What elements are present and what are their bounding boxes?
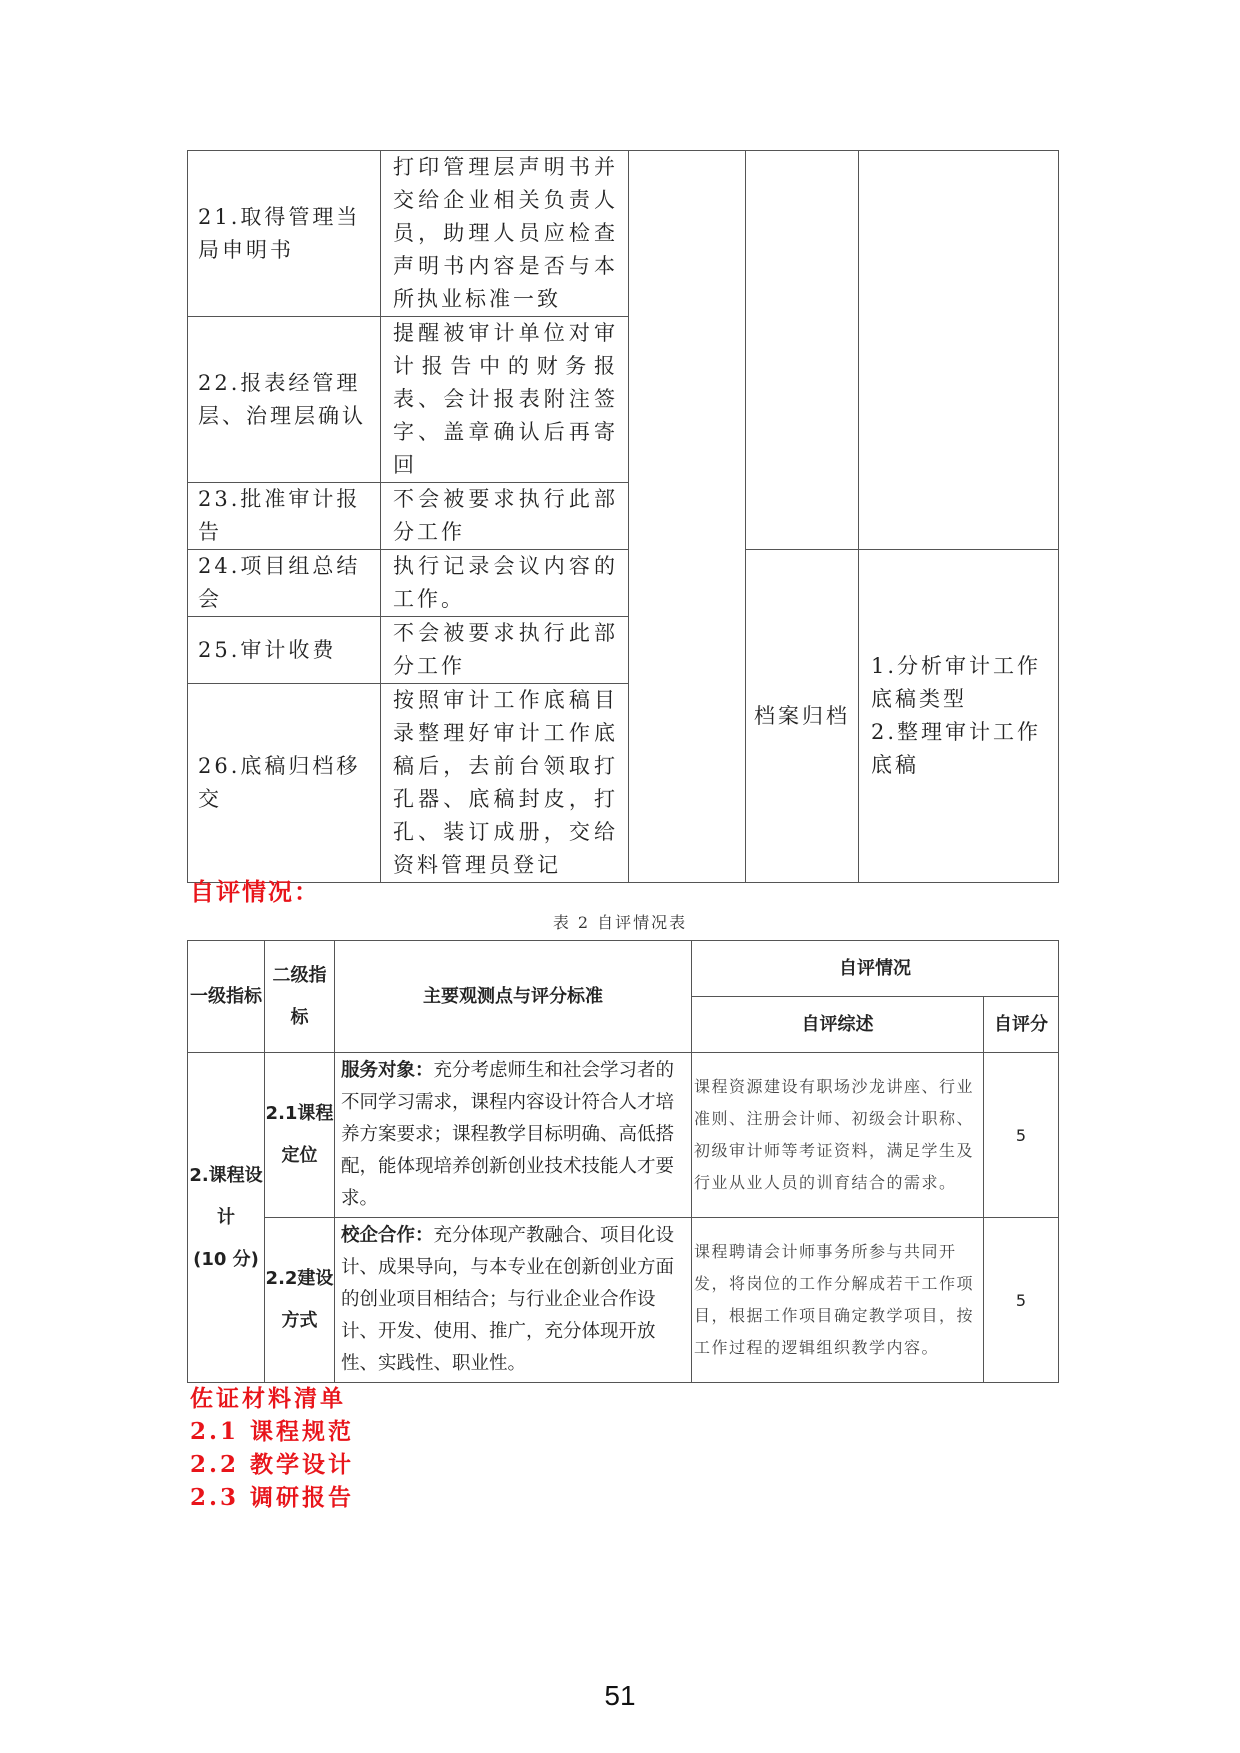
summary-cell: 课程资源建设有职场沙龙讲座、行业准则、注册会计师、初级会计职称、初级审计师等考证资料，满足学生及行业从业人员的训育结合的需求。 xyxy=(692,1053,984,1218)
archive-item: 2.整理审计工作底稿 xyxy=(871,720,1042,777)
standard-label: 校企合作： xyxy=(341,1225,434,1246)
header-level1: 一级指标 xyxy=(188,941,265,1053)
step-cell: 22.报表经管理层、治理层确认 xyxy=(188,317,381,483)
table-row xyxy=(188,550,1059,617)
evidence-list xyxy=(190,1382,354,1514)
step-cell: 26.底稿归档移交 xyxy=(188,684,381,883)
step-cell: 25.审计收费 xyxy=(188,617,381,684)
level1-points: (10 分) xyxy=(193,1248,259,1270)
page-number: 51 xyxy=(604,1680,636,1711)
detail-cell: 提醒被审计单位对审计报告中的财务报表、会计报表附注签字、盖章确认后再寄回 xyxy=(381,317,629,483)
detail-cell: 按照审计工作底稿目录整理好审计工作底稿后，去前台领取打孔器、底稿封皮，打孔、装订成册，交给资料管理员登记 xyxy=(381,684,629,883)
audit-steps-table xyxy=(187,150,1059,883)
header-row xyxy=(188,941,1059,997)
header-self-eval: 自评情况 xyxy=(692,941,1059,997)
standard-label: 服务对象： xyxy=(341,1060,434,1081)
level2-cell: 2.2建设方式 xyxy=(265,1218,335,1383)
summary-cell: 课程聘请会计师事务所参与共同开发，将岗位的工作分解成若干工作项目，根据工作项目确定教学项目，按工作过程的逻辑组织教学内容。 xyxy=(692,1218,984,1383)
step-cell: 23.批准审计报告 xyxy=(188,483,381,550)
detail-cell: 不会被要求执行此部分工作 xyxy=(381,483,629,550)
score-cell: 5 xyxy=(984,1053,1059,1218)
score-cell: 5 xyxy=(984,1218,1059,1383)
level2-cell: 2.1课程定位 xyxy=(265,1053,335,1218)
standard-cell xyxy=(335,1218,692,1383)
header-summary: 自评综述 xyxy=(692,997,984,1053)
section-title: 自评情况： xyxy=(190,878,320,906)
header-score: 自评分 xyxy=(984,997,1059,1053)
evidence-item: 2.1 课程规范 xyxy=(190,1418,355,1445)
step-cell: 21.取得管理当局申明书 xyxy=(188,151,381,317)
detail-cell: 打印管理层声明书并交给企业相关负责人员，助理人员应检查声明书内容是否与本所执业标准一致 xyxy=(381,151,629,317)
detail-cell: 不会被要求执行此部分工作 xyxy=(381,617,629,684)
self-evaluation-table xyxy=(187,940,1059,1383)
empty-cell xyxy=(746,151,859,550)
standard-text: 充分体现产教融合、项目化设计、成果导向，与本专业在创新创业方面的创业项目相结合；与行业企业合作设计、开发、使用、推广，充分体现开放性、实践性、职业性。 xyxy=(341,1225,675,1374)
archive-task-cell: 档案归档 xyxy=(746,550,859,883)
table-row xyxy=(188,151,1059,317)
header-standard: 主要观测点与评分标准 xyxy=(335,941,692,1053)
empty-cell xyxy=(859,151,1059,550)
evidence-item: 2.2 教学设计 xyxy=(190,1451,355,1478)
standard-cell xyxy=(335,1053,692,1218)
header-level2: 二级指标 xyxy=(265,941,335,1053)
table-row xyxy=(188,1053,1059,1218)
detail-cell: 执行记录会议内容的工作。 xyxy=(381,550,629,617)
evidence-item: 2.3 调研报告 xyxy=(190,1484,355,1511)
empty-cell xyxy=(629,151,746,883)
table-row xyxy=(188,1218,1059,1383)
archive-item: 1.分析审计工作底稿类型 xyxy=(871,654,1042,711)
level1-label: 2.课程设计 xyxy=(189,1164,263,1228)
evidence-title: 佐证材料清单 xyxy=(190,1385,346,1412)
archive-items-cell xyxy=(859,550,1059,883)
step-cell: 24.项目组总结会 xyxy=(188,550,381,617)
level1-cell xyxy=(188,1053,265,1383)
table-caption: 表 2 自评情况表 xyxy=(552,913,688,932)
standard-text: 充分考虑师生和社会学习者的不同学习需求，课程内容设计符合人才培养方案要求；课程教学目标明确、高低搭配，能体现培养创新创业技术技能人才要求。 xyxy=(341,1060,675,1209)
